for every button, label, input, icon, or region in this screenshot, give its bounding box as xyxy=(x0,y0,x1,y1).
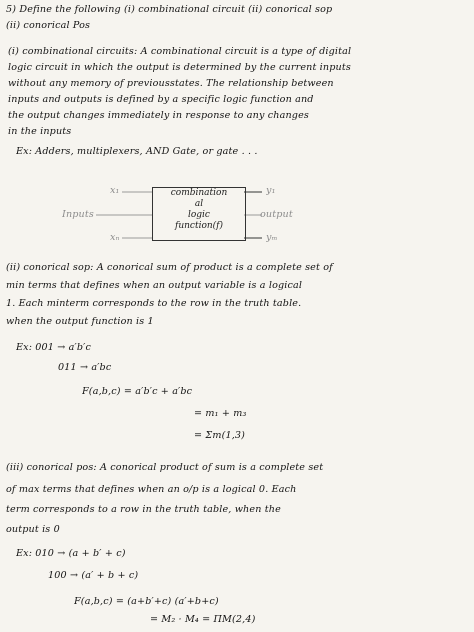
output-label: output xyxy=(260,209,293,220)
answer-iii-equation-2: = M₂ · M₄ = ΠM(2,4) xyxy=(150,614,256,625)
answer-ii-example-2: 011 → a′bc xyxy=(58,362,112,373)
question-line-1: 5) Define the following (i) combinational circuit (ii) conorical sop xyxy=(6,4,333,15)
answer-i-line-3: without any memory of previousstates. The relationship between xyxy=(8,78,334,89)
input-label-x1: x₁ xyxy=(110,185,120,196)
answer-ii-line-3: 1. Each minterm corresponds to the row in the truth table. xyxy=(6,298,302,309)
answer-i-line-2: logic circuit in which the output is determined by the current inputs xyxy=(8,62,351,73)
input-label-xn: xₙ xyxy=(110,232,120,243)
answer-ii-line-2: min terms that defines when an output variable is a logical xyxy=(6,280,303,291)
answer-iii-example-2: 100 → (a′ + b + c) xyxy=(48,570,139,581)
answer-iii-example-1: Ex: 010 → (a + b′ + c) xyxy=(16,548,126,559)
answer-iii-line-4: output is 0 xyxy=(6,524,60,535)
combinational-logic-box xyxy=(152,187,246,241)
answer-i-line-6: in the inputs xyxy=(8,126,72,137)
inputs-label: Inputs xyxy=(62,209,94,220)
answer-ii-example-1: Ex: 001 → a′b′c xyxy=(16,342,91,353)
answer-i-line-4: inputs and outputs is defined by a specific logic function and xyxy=(8,94,314,105)
answer-ii-equation-2: = m₁ + m₃ xyxy=(194,408,247,419)
answer-iii-equation-1: F(a,b,c) = (a+b′+c) (a′+b+c) xyxy=(74,596,219,607)
box-line-1: combination xyxy=(170,188,228,198)
output-label-ym: yₘ xyxy=(266,232,278,243)
answer-ii-line-1: (ii) conorical sop: A conorical sum of product is a complete set of xyxy=(6,262,333,273)
box-line-2: al xyxy=(194,199,204,209)
question-line-2: (ii) conorical Pos xyxy=(6,20,91,31)
output-label-y1: y₁ xyxy=(266,185,276,196)
answer-i-line-1: (i) combinational circuits: A combinational circuit is a type of digital xyxy=(8,46,352,57)
answer-i-example: Ex: Adders, multiplexers, AND Gate, or gate . . . xyxy=(16,146,258,157)
answer-iii-line-3: term corresponds to a row in the truth table, when the xyxy=(6,504,281,515)
answer-ii-equation-3: = Σm(1,3) xyxy=(194,430,246,441)
answer-i-line-5: the output changes immediately in response to any changes xyxy=(8,110,309,121)
box-line-3: logic xyxy=(188,210,210,220)
answer-iii-line-1: (iii) conorical pos: A conorical product of sum is a complete set xyxy=(6,462,324,473)
answer-iii-line-2: of max terms that defines when an o/p is a logical 0. Each xyxy=(6,484,297,495)
box-line-4: function(f) xyxy=(174,221,224,231)
answer-ii-line-4: when the output function is 1 xyxy=(6,316,154,327)
answer-ii-equation-1: F(a,b,c) = a′b′c + a′bc xyxy=(82,386,193,397)
